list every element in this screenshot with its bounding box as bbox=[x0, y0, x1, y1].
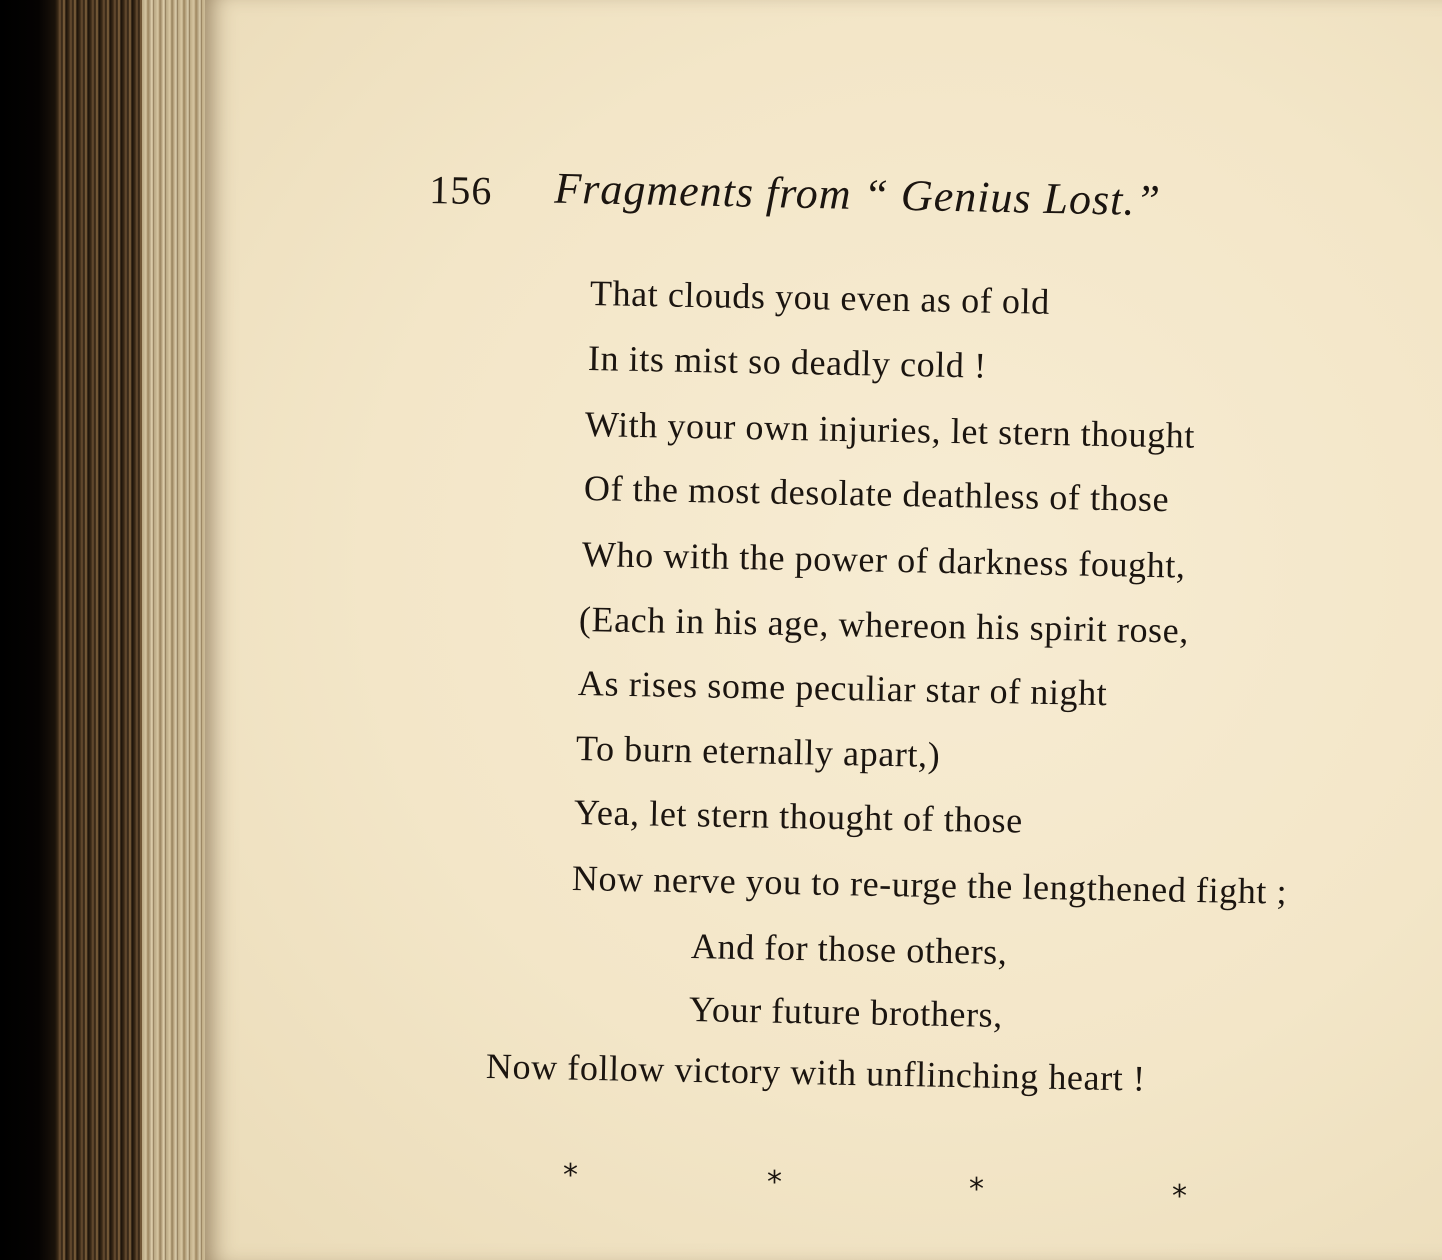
running-title: Fragments from “ Genius Lost.” bbox=[553, 163, 1162, 226]
page-number: 156 bbox=[428, 166, 493, 214]
verse-line: Who with the power of darkness fought, bbox=[581, 534, 1186, 586]
verse-line: To burn eternally apart,) bbox=[575, 728, 941, 775]
ornament-asterisk: * bbox=[767, 1165, 782, 1200]
verse-line: Of the most desolate deathless of those bbox=[583, 468, 1170, 520]
verse-line: Your future brothers, bbox=[688, 989, 1004, 1036]
verse-line: With your own injuries, let stern thought bbox=[584, 404, 1196, 456]
verse-line: Now nerve you to re-urge the lengthened fight ; bbox=[571, 858, 1288, 912]
ornament-asterisk: * bbox=[969, 1172, 984, 1207]
verse-line: In its mist so deadly cold ! bbox=[587, 338, 988, 386]
verse-line: As rises some peculiar star of night bbox=[577, 663, 1108, 714]
verse-line: That clouds you even as of old bbox=[589, 273, 1051, 322]
ornament-asterisk: * bbox=[563, 1158, 578, 1193]
verse-line: And for those others, bbox=[690, 926, 1008, 973]
verse-line: Yea, let stern thought of those bbox=[573, 792, 1024, 841]
verse-line: (Each in his age, whereon his spirit rose, bbox=[578, 599, 1190, 651]
verse-line: Now follow victory with unflinching heart ! bbox=[485, 1046, 1146, 1099]
ornament-asterisk: * bbox=[1172, 1179, 1187, 1214]
